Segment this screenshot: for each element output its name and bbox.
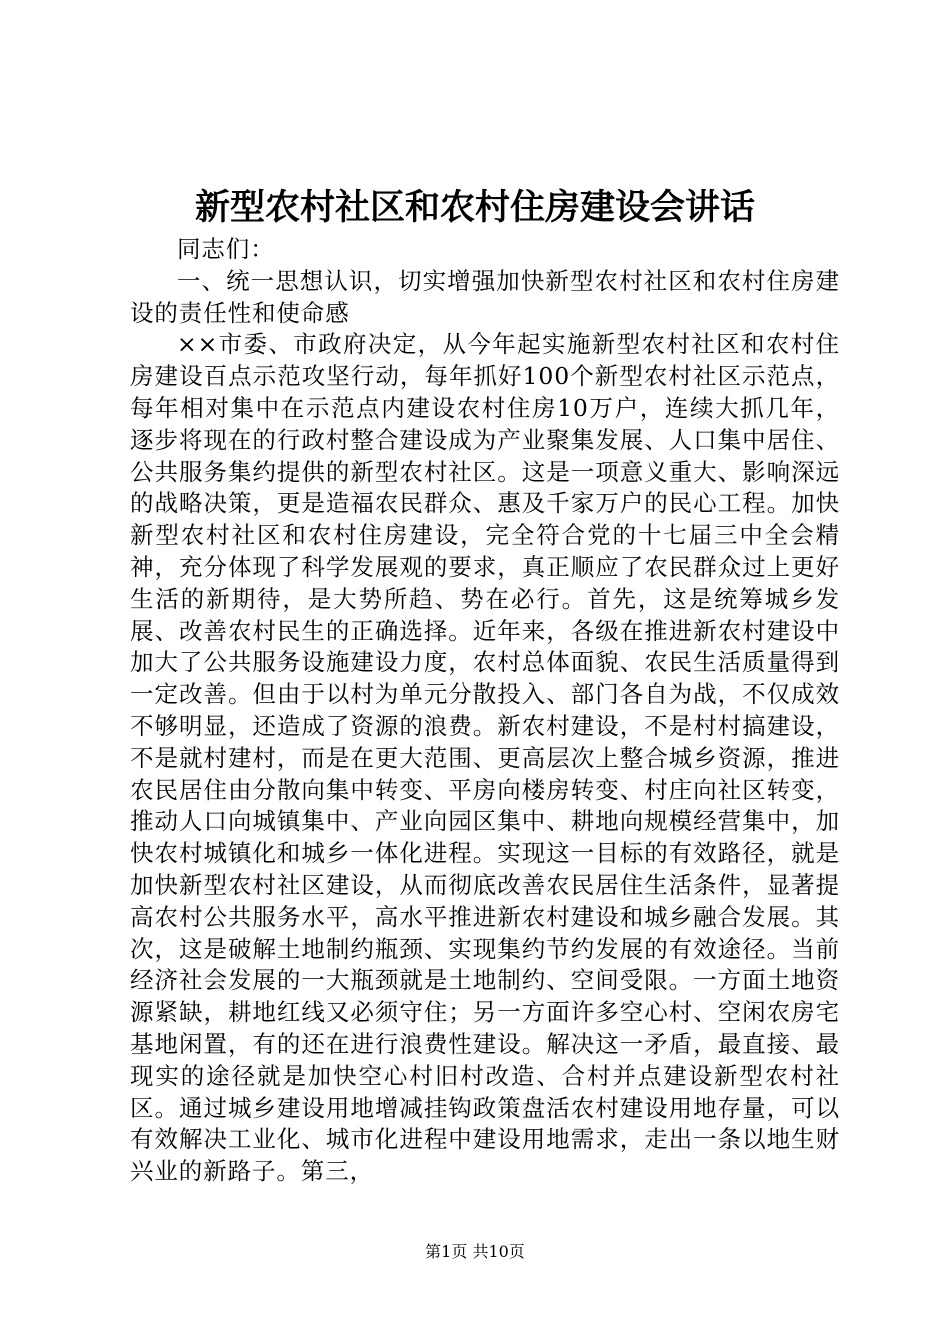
- document-title: 新型农村社区和农村住房建设会讲话: [194, 187, 755, 228]
- salutation-paragraph: 同志们：: [177, 235, 275, 263]
- document-body: [130, 234, 840, 1188]
- body-paragraph: ××市委、市政府决定，从今年起实施新型农村社区和农村住房建设百点示范攻坚行动，每年抓好100个新型农村社区示范点，每年相对集中在示范点内建设农村住房10万户，连续大抓几年，逐步将现在的行政村整合建设成为产业聚集发展、人口集中居住、公共服务集约提供的新型农村社区。这是一项意义重大、影响深远的战略决策，更是造福农民群众、惠及千家万户的民心工程。加快新型农村社区和农村住房建设，完全符合党的十七届三中全会精神，充分体现了科学发展观的要求，真正顺应了农民群众过上更好生活的新期待，是大势所趋、势在必行。首先，这是统筹城乡发展、改善农村民生的正确选择。近年来，各级在推进新农村建设中加大了公共服务设施建设力度，农村总体面貌、农民生活质量得到一定改善。但由于以村为单元分散投入、部门各自为战，不仅成效不够明显，还造成了资源的浪费。新农村建设，不是村村搞建设，不是就村建村，而是在更大范围、更高层次上整合城乡资源，推进农民居住由分散向集中转变、平房向楼房转变、村庄向社区转变，推动人口向城镇集中、产业向园区集中、耕地向规模经营集中，加快农村城镇化和城乡一体化进程。实现这一目标的有效路径，就是加快新型农村社区建设，从而彻底改善农民居住生活条件，显著提高农村公共服务水平，高水平推进新农村建设和城乡融合发展。其次，这是破解土地制约瓶颈、实现集约节约发展的有效途径。当前经济社会发展的一大瓶颈就是土地制约、空间受限。一方面土地资源紧缺，耕地红线又必须守住；另一方面许多空心村、空闲农房宅基地闲置，有的还在进行浪费性建设。解决这一矛盾，最直接、最现实的途径就是加快空心村旧村改造、合村并点建设新型农村社区。通过城乡建设用地增减挂钩政策盘活农村建设用地存量，可以有效解决工业化、城市化进程中建设用地需求，走出一条以地生财兴业的新路子。第三，: [130, 330, 840, 1186]
- page-footer: 第1页 共10页: [425, 1242, 525, 1261]
- section-heading-paragraph: 一、统一思想认识，切实增强加快新型农村社区和农村住房建设的责任性和使命感: [130, 266, 840, 327]
